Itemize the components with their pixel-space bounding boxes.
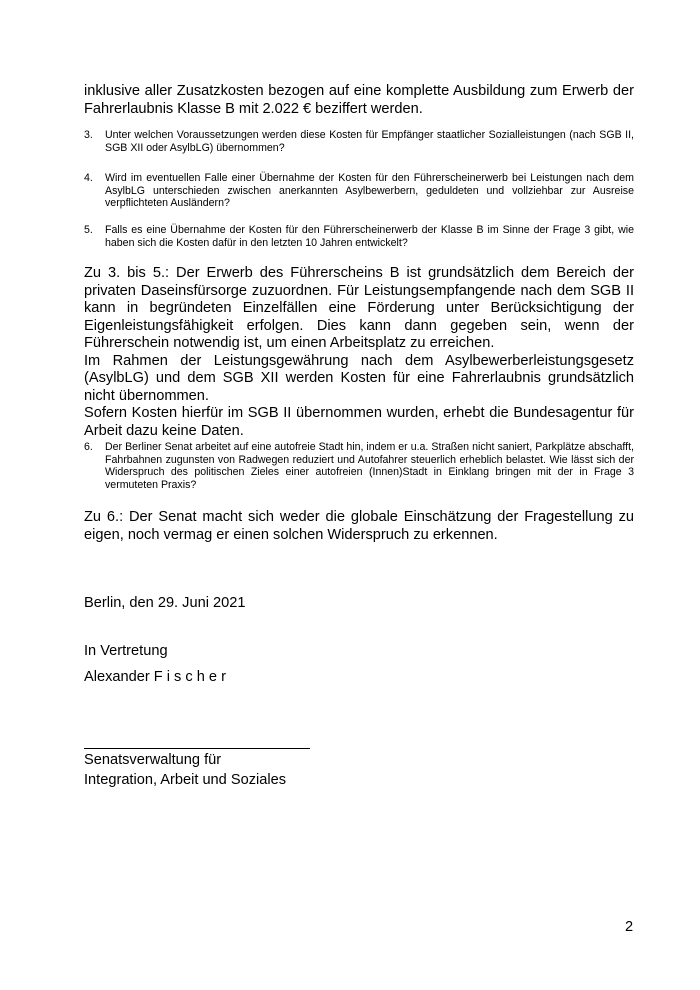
signatory-name: Alexander F i s c h e r	[84, 669, 226, 685]
place-date: Berlin, den 29. Juni 2021	[84, 595, 246, 611]
intro-paragraph: inklusive aller Zusatzkosten bezogen auf eine komplette Ausbildung zum Erwerb der Fahrerlaubnis Klasse B mit 2.022 € beziffert werden.	[84, 83, 634, 117]
question-text: Falls es eine Übernahme der Kosten für den Führerscheinerwerb der Klasse B im Sinne der Frage 3 gibt, wie haben sich die Kosten dafür in den letzten 10 Jahren entwickelt?	[105, 224, 634, 249]
answer-6: Zu 6.: Der Senat macht sich weder die globale Einschätzung der Fragestellung zu eigen, noch vermag er einen solchen Widerspruch zu erkennen.	[84, 509, 634, 543]
representation-note: In Vertretung	[84, 643, 168, 659]
question-text: Der Berliner Senat arbeitet auf eine autofreie Stadt hin, indem er u.a. Straßen nicht saniert, Parkplätze abschafft, Fahrbahnen zugunsten von Radwegen reduziert und Autofahrer steuerlich erheblich belastet. Wie lässt sich der Widerspruch des politischen Zieles einer autofreien (Innen)Stadt in Einklang bringen mit der in Frage 3 vermuteten Praxis?	[105, 441, 634, 491]
department-line-1: Senatsverwaltung für	[84, 752, 222, 768]
answer-3-5	[84, 265, 634, 440]
question-text: Unter welchen Voraussetzungen werden diese Kosten für Empfänger staatlicher Sozialleistungen (nach SGB II, SGB XII oder AsylbLG) übernommen?	[105, 129, 634, 154]
question-number: 3.	[84, 129, 93, 141]
question-number: 6.	[84, 441, 93, 453]
answer-paragraph: Zu 3. bis 5.: Der Erwerb des Führerscheins B ist grundsätzlich dem Bereich der privaten Daseinsfürsorge zuzuordnen. Für Leistungsempfangende nach dem SGB II kann in begründeten Einzelfällen eine Förderung unter Berücksichtigung der Eigenleistungsfähigkeit erfolgen. Dies kann dann gegeben sein, wenn der Führerschein notwendig ist, um einen Arbeitsplatz zu erreichen.	[84, 265, 634, 351]
question-number: 5.	[84, 224, 93, 236]
answer-paragraph: Im Rahmen der Leistungsgewährung nach dem Asylbewerberleistungsgesetz (AsylbLG) und dem SGB XII werden Kosten für eine Fahrerlaubnis grundsätzlich nicht übernommen.	[84, 352, 634, 404]
page-number: 2	[625, 919, 634, 935]
department-line-2: Integration, Arbeit und Soziales	[84, 772, 287, 788]
signature-line	[84, 748, 310, 749]
question-text: Wird im eventuellen Falle einer Übernahme der Kosten für den Führerscheinerwerb bei Leistungen nach dem AsylbLG unterschieden zwischen anerkannten Asylbewerbern, geduldeten und vollziehbar zur Ausreise verpflichteten Ausländern?	[105, 172, 634, 210]
question-number: 4.	[84, 172, 93, 184]
answer-paragraph: Sofern Kosten hierfür im SGB II übernommen wurden, erhebt die Bundesagentur für Arbeit dazu keine Daten.	[84, 405, 634, 439]
